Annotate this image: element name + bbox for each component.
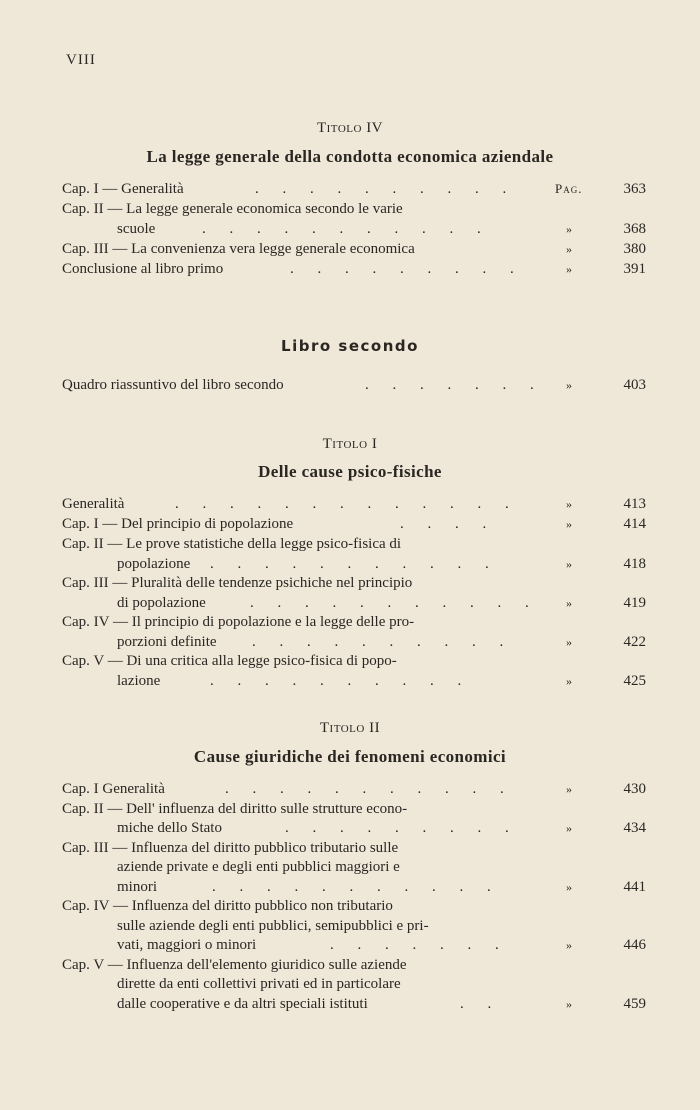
- entry-page: 414: [623, 516, 646, 532]
- leader-dots: . . . . . . . . . .: [252, 634, 514, 650]
- leader-dots: . . . . . . . . . .: [255, 181, 517, 197]
- entry-text: di popolazione: [117, 595, 206, 611]
- libro-secondo-heading: Libro secondo: [281, 337, 419, 355]
- entry-text: Cap. V — Influenza dell'elemento giuridico sulle aziende: [62, 957, 407, 973]
- toc-entry: [0, 779, 700, 799]
- entry-text: Cap. I — Generalità: [62, 181, 184, 197]
- entry-text: Cap. V — Di una critica alla legge psico-fisica di popo-: [62, 653, 397, 669]
- entry-text: scuole: [117, 221, 156, 237]
- ditto-mark: »: [566, 635, 572, 649]
- ditto-mark: »: [566, 674, 572, 688]
- ditto-mark: »: [566, 262, 572, 276]
- leader-dots: . . . . . . . . . . .: [210, 556, 499, 572]
- toc-entry: [0, 573, 700, 593]
- toc-entry: [0, 259, 700, 279]
- leader-dots: . . . . . . . . . . .: [202, 221, 491, 237]
- leader-dots: . . . . . . . . . . . . .: [175, 496, 519, 512]
- entry-page: 418: [623, 556, 646, 572]
- toc-entry: [0, 955, 700, 975]
- entry-text: minori: [117, 879, 157, 895]
- toc-entry: [0, 651, 700, 671]
- entry-text: Quadro riassuntivo del libro secondo: [62, 377, 284, 393]
- leader-dots: . . . . . . . . . . .: [250, 595, 539, 611]
- toc-entry-continuation: [0, 671, 700, 691]
- page-abbreviation: Pag.: [555, 181, 583, 196]
- entry-text: aziende private e degli enti pubblici maggiori e: [117, 859, 400, 875]
- entry-text: lazione: [117, 673, 161, 689]
- toc-entry: [0, 838, 700, 858]
- entry-page: 425: [623, 673, 646, 689]
- toc-entry-continuation: [0, 593, 700, 613]
- entry-page: 419: [623, 595, 646, 611]
- toc-entry: [0, 239, 700, 259]
- entry-text: Cap. II — Dell' influenza del diritto sulle strutture econo-: [62, 801, 408, 817]
- entry-text: Cap. II — La legge generale economica secondo le varie: [62, 201, 403, 217]
- leader-dots: . . . .: [400, 516, 497, 532]
- ditto-mark: »: [566, 782, 572, 796]
- section-titolo-ii-heading: Cause giuridiche dei fenomeni economici: [193, 747, 507, 766]
- section-titolo-iv-label: Titolo IV: [316, 120, 384, 136]
- entry-text: Generalità: [62, 496, 125, 512]
- leader-dots: . . . . . . . . . .: [210, 673, 472, 689]
- ditto-mark: »: [566, 997, 572, 1011]
- ditto-mark: »: [566, 557, 572, 571]
- entry-page: 459: [623, 996, 646, 1012]
- entry-page: 413: [623, 496, 646, 512]
- entry-text: Cap. I — Del principio di popolazione: [62, 516, 294, 532]
- leader-dots: . . . . . . . . .: [285, 820, 519, 836]
- toc-entry-continuation: [0, 994, 700, 1014]
- entry-text: miche dello Stato: [117, 820, 222, 836]
- leader-dots: . . . . . . . . . . .: [225, 781, 514, 797]
- entry-text: Conclusione al libro primo: [62, 261, 224, 277]
- entry-text: Cap. I Generalità: [62, 781, 165, 797]
- section-titolo-iv-heading: La legge generale della condotta economica aziendale: [146, 147, 554, 166]
- ditto-mark: »: [566, 497, 572, 511]
- entry-page: 430: [623, 781, 646, 797]
- entry-text: Cap. IV — Influenza del diritto pubblico non tributario: [62, 898, 393, 914]
- ditto-mark: »: [566, 880, 572, 894]
- entry-text: porzioni definite: [117, 634, 217, 650]
- entry-text: Cap. II — Le prove statistiche della legge psico-fisica di: [62, 536, 402, 552]
- toc-entry: [0, 612, 700, 632]
- toc-entry-continuation: [0, 632, 700, 652]
- entry-text: dalle cooperative e da altri speciali istituti: [117, 996, 368, 1012]
- entry-page: 391: [623, 261, 646, 277]
- ditto-mark: »: [566, 242, 572, 256]
- toc-entry-continuation: [0, 974, 700, 994]
- toc-entry-continuation: [0, 554, 700, 574]
- toc-entry-continuation: [0, 935, 700, 955]
- entry-text: Cap. III — Influenza del diritto pubblico tributario sulle: [62, 840, 399, 856]
- ditto-mark: »: [566, 821, 572, 835]
- entry-page: 422: [623, 634, 646, 650]
- ditto-mark: »: [566, 517, 572, 531]
- leader-dots: . . . . . . .: [330, 937, 509, 953]
- entry-text: sulle aziende degli enti pubblici, semipubblici e pri-: [117, 918, 429, 934]
- toc-entry: [0, 896, 700, 916]
- entry-text: vati, maggiori o minori: [117, 937, 257, 953]
- entry-text: Cap. III — La convenienza vera legge generale economica: [62, 241, 415, 257]
- entry-page: 446: [623, 937, 646, 953]
- toc-entry: [0, 514, 700, 534]
- entry-text: dirette da enti collettivi privati ed in particolare: [117, 976, 401, 992]
- ditto-mark: »: [566, 596, 572, 610]
- section-titolo-i-label: Titolo I: [322, 436, 378, 452]
- toc-entry: [0, 799, 700, 819]
- section-titolo-i-heading: Delle cause psico-fisiche: [258, 462, 442, 481]
- entry-page: 441: [623, 879, 646, 895]
- entry-page: 363: [623, 181, 646, 197]
- toc-entry: [0, 534, 700, 554]
- section-titolo-ii-label: Titolo II: [319, 720, 381, 736]
- entry-page: 380: [623, 241, 646, 257]
- toc-entry-continuation: [0, 857, 700, 877]
- ditto-mark: »: [566, 938, 572, 952]
- ditto-mark: »: [566, 378, 572, 392]
- entry-page: 368: [623, 221, 646, 237]
- entry-page: 403: [623, 377, 646, 393]
- toc-entry: [0, 179, 700, 199]
- toc-entry-continuation: [0, 219, 700, 239]
- toc-entry: [0, 375, 700, 395]
- entry-text: popolazione: [117, 556, 191, 572]
- toc-entry-continuation: [0, 916, 700, 936]
- leader-dots: . .: [460, 996, 502, 1012]
- entry-page: 434: [623, 820, 646, 836]
- toc-entry: [0, 199, 700, 219]
- toc-entry-continuation: [0, 818, 700, 838]
- ditto-mark: »: [566, 222, 572, 236]
- entry-text: Cap. III — Pluralità delle tendenze psichiche nel principio: [62, 575, 413, 591]
- leader-dots: . . . . . . .: [365, 377, 544, 393]
- page-number: VIII: [66, 52, 96, 68]
- toc-entry-continuation: [0, 877, 700, 897]
- leader-dots: . . . . . . . . . . .: [212, 879, 501, 895]
- leader-dots: . . . . . . . . .: [290, 261, 524, 277]
- entry-text: Cap. IV — Il principio di popolazione e la legge delle pro-: [62, 614, 415, 630]
- toc-entry: [0, 494, 700, 514]
